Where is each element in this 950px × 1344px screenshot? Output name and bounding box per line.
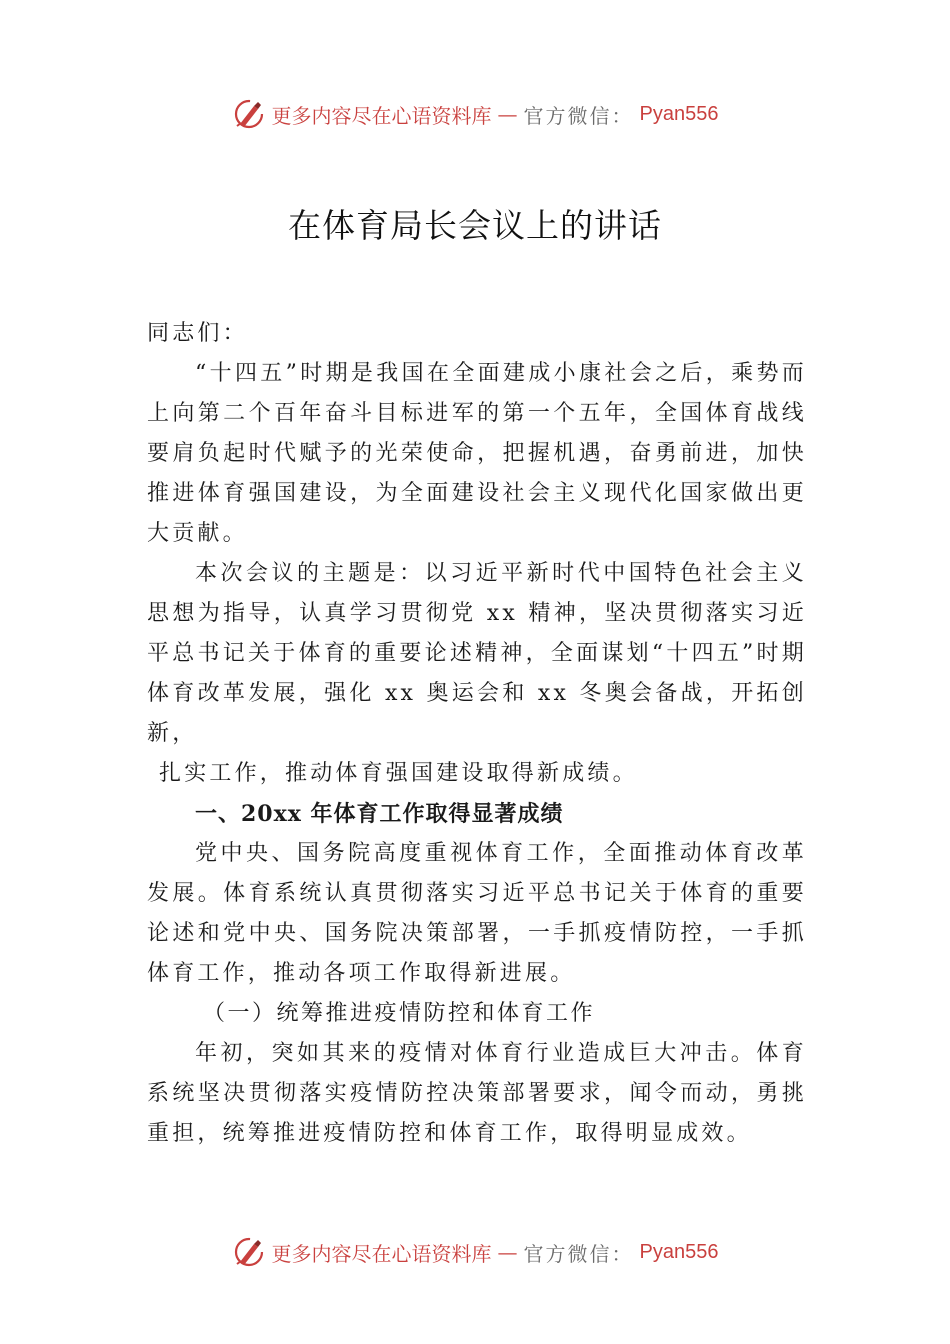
banner-dash: — bbox=[497, 1240, 518, 1264]
paragraph-1: “十四五”时期是我国在全面建成小康社会之后，乘势而上向第二个百年奋斗目标进军的第一个五年，全国体育战线要肩负起时代赋予的光荣使命，把握机遇，奋勇前进，加快推进体育强国建设，为全面建设社会主义现代化国家做出更大贡献。 bbox=[147, 361, 807, 546]
wechat-label: 官方微信： bbox=[523, 1241, 634, 1266]
salutation: 同志们： bbox=[147, 321, 248, 346]
header-banner bbox=[0, 92, 950, 136]
subsection-heading-1: （一）统筹推进疫情防控和体育工作 bbox=[203, 1001, 596, 1026]
brand-text: 更多内容尽在心语资料库 bbox=[271, 103, 492, 128]
document-body bbox=[147, 314, 807, 1154]
wechat-id: Pyan556 bbox=[639, 1240, 719, 1263]
footer-banner bbox=[0, 1230, 950, 1274]
document-title: 在体育局长会议上的讲话 bbox=[288, 206, 662, 245]
pen-circle-logo-icon bbox=[232, 1235, 266, 1269]
banner-dash: — bbox=[497, 102, 518, 126]
paragraph-2-tail: 扎实工作，推动体育强国建设取得新成绩。 bbox=[159, 761, 638, 786]
brand-text: 更多内容尽在心语资料库 bbox=[271, 1241, 492, 1266]
wechat-id: Pyan556 bbox=[639, 102, 719, 125]
section-heading-1: 一、20xx 年体育工作取得显著成绩 bbox=[195, 801, 564, 827]
pen-circle-logo-icon bbox=[232, 97, 266, 131]
wechat-label: 官方微信： bbox=[523, 103, 634, 128]
paragraph-4: 年初，突如其来的疫情对体育行业造成巨大冲击。体育系统坚决贯彻落实疫情防控决策部署要求，闻令而动，勇挑重担，统筹推进疫情防控和体育工作，取得明显成效。 bbox=[147, 1041, 807, 1146]
paragraph-3: 党中央、国务院高度重视体育工作，全面推动体育改革发展。体育系统认真贯彻落实习近平总书记关于体育的重要论述和党中央、国务院决策部署，一手抓疫情防控，一手抓体育工作，推动各项工作取得新进展。 bbox=[147, 841, 807, 986]
paragraph-2: 本次会议的主题是：以习近平新时代中国特色社会主义思想为指导，认真学习贯彻党 xx 精神，坚决贯彻落实习近平总书记关于体育的重要论述精神，全面谋划“十四五”时期体育改革发展，强化 xx 奥运会和 xx 冬奥会备战，开拓创新， bbox=[147, 561, 807, 746]
